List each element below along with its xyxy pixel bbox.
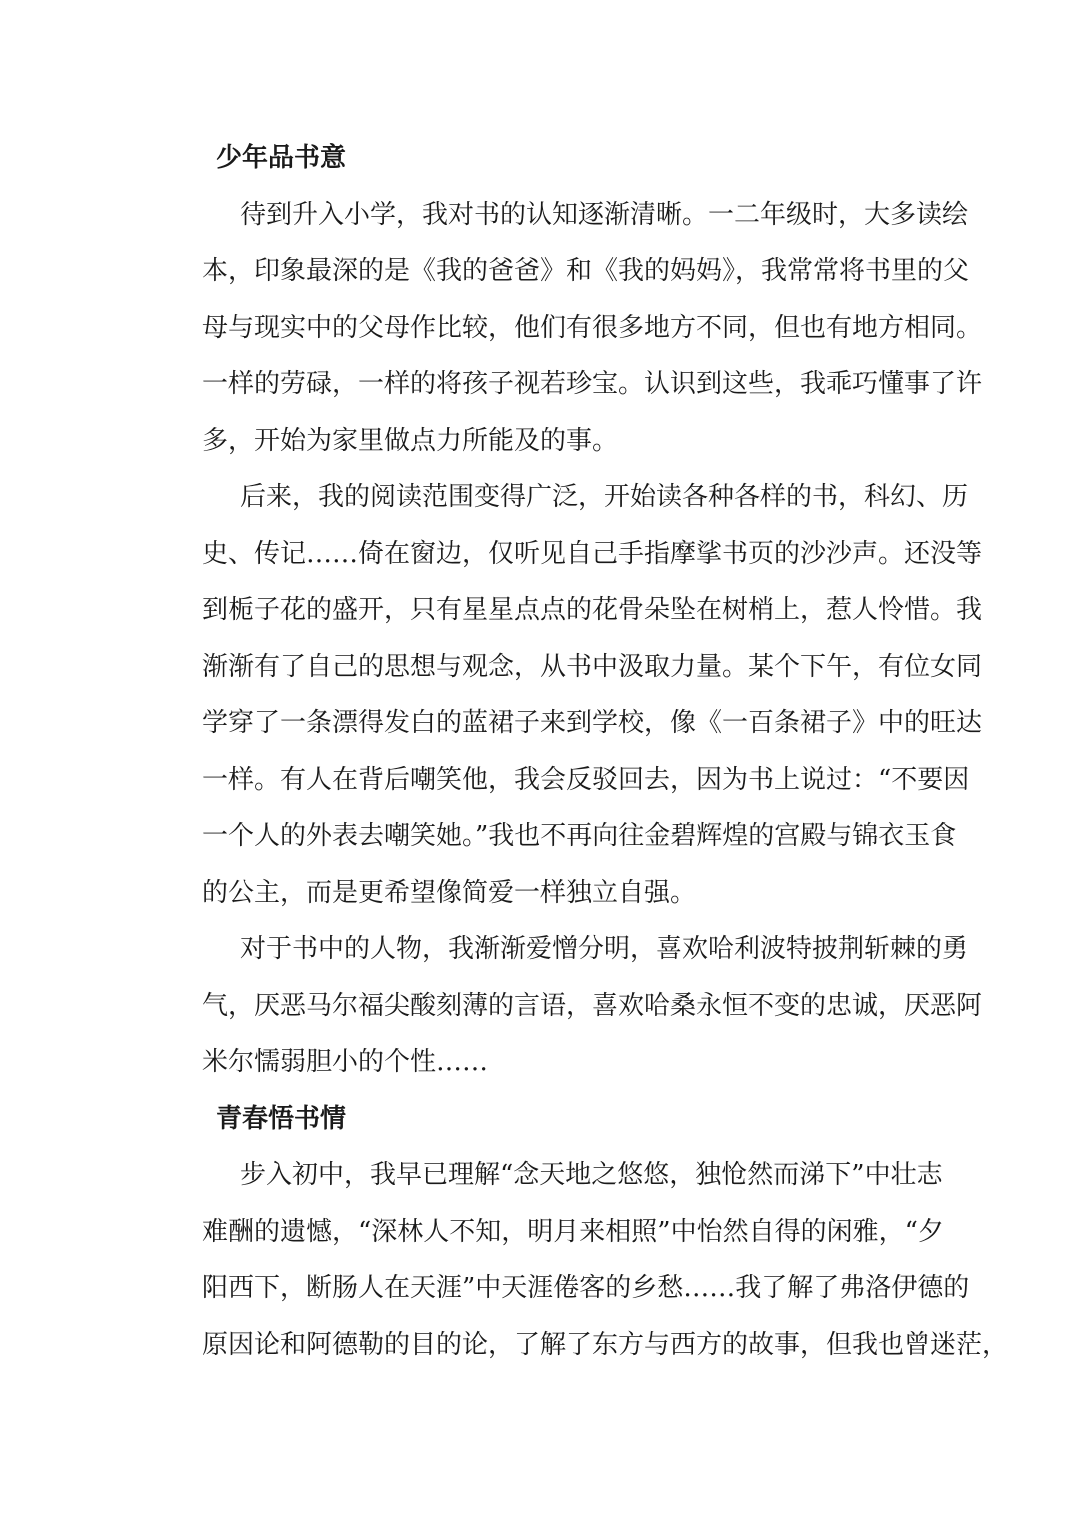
text-line: 难酬的遗憾，“深林人不知，明月来相照”中怡然自得的闲雅，“夕 (202, 1216, 944, 1247)
text-line: 气，厌恶马尔福尖酸刻薄的言语，喜欢哈桑永恒不变的忠诚，厌恶阿 (202, 990, 983, 1021)
text-line: 待到升入小学，我对书的认知逐渐清晰。一二年级时，大多读绘 (240, 199, 969, 230)
paragraph (164, 187, 983, 470)
text-line: 一个人的外表去嘲笑她。”我也不再向往金碧辉煌的宫殿与锦衣玉食 (202, 821, 957, 851)
text-line: 学穿了一条漂得发白的蓝裙子来到学校，像《一百条裙子》中的旺达 (202, 708, 983, 738)
text-line: 史、传记……倚在窗边，仅听见自己手指摩挲书页的沙沙声。还没等 (202, 538, 983, 569)
text-line: 一样的劳碌，一样的将孩子视若珍宝。认识到这些，我乖巧懂事了许 (202, 369, 983, 399)
section-heading-1: 少年品书意 (216, 143, 347, 173)
document-page (164, 130, 1009, 1373)
section-heading-2: 青春悟书情 (216, 1103, 347, 1134)
text-line: 后来，我的阅读范围变得广泛，开始读各种各样的书，科幻、历 (240, 482, 969, 512)
text-line: 米尔懦弱胆小的个性…… (202, 1047, 489, 1077)
text-line: 到栀子花的盛开，只有星星点点的花骨朵坠在树梢上，惹人怜惜。我 (202, 595, 983, 625)
text-line: 对于书中的人物，我渐渐爱憎分明，喜欢哈利波特披荆斩棘的勇 (240, 934, 969, 964)
text-line: 阳西下，断肠人在天涯”中天涯倦客的乡愁……我了解了弗洛伊德的 (202, 1273, 970, 1303)
text-line: 的公主，而是更希望像简爱一样独立自强。 (202, 877, 697, 908)
text-line: 母与现实中的父母作比较，他们有很多地方不同，但也有地方相同。 (202, 312, 983, 343)
text-line: 原因论和阿德勒的目的论，了解了东方与西方的故事，但我也曾迷茫， (202, 1329, 1009, 1360)
paragraph (164, 921, 983, 1091)
paragraph (164, 469, 983, 921)
text-line: 多，开始为家里做点力所能及的事。 (202, 425, 619, 456)
paragraph (164, 1147, 1009, 1373)
text-line: 步入初中，我早已理解“念天地之悠悠，独怆然而涕下”中壮志 (240, 1160, 943, 1190)
text-line: 渐渐有了自己的思想与观念，从书中汲取力量。某个下午，有位女同 (202, 651, 983, 682)
text-line: 本，印象最深的是《我的爸爸》和《我的妈妈》，我常常将书里的父 (202, 256, 970, 286)
text-line: 一样。有人在背后嘲笑他，我会反驳回去，因为书上说过：“不要因 (202, 764, 970, 795)
